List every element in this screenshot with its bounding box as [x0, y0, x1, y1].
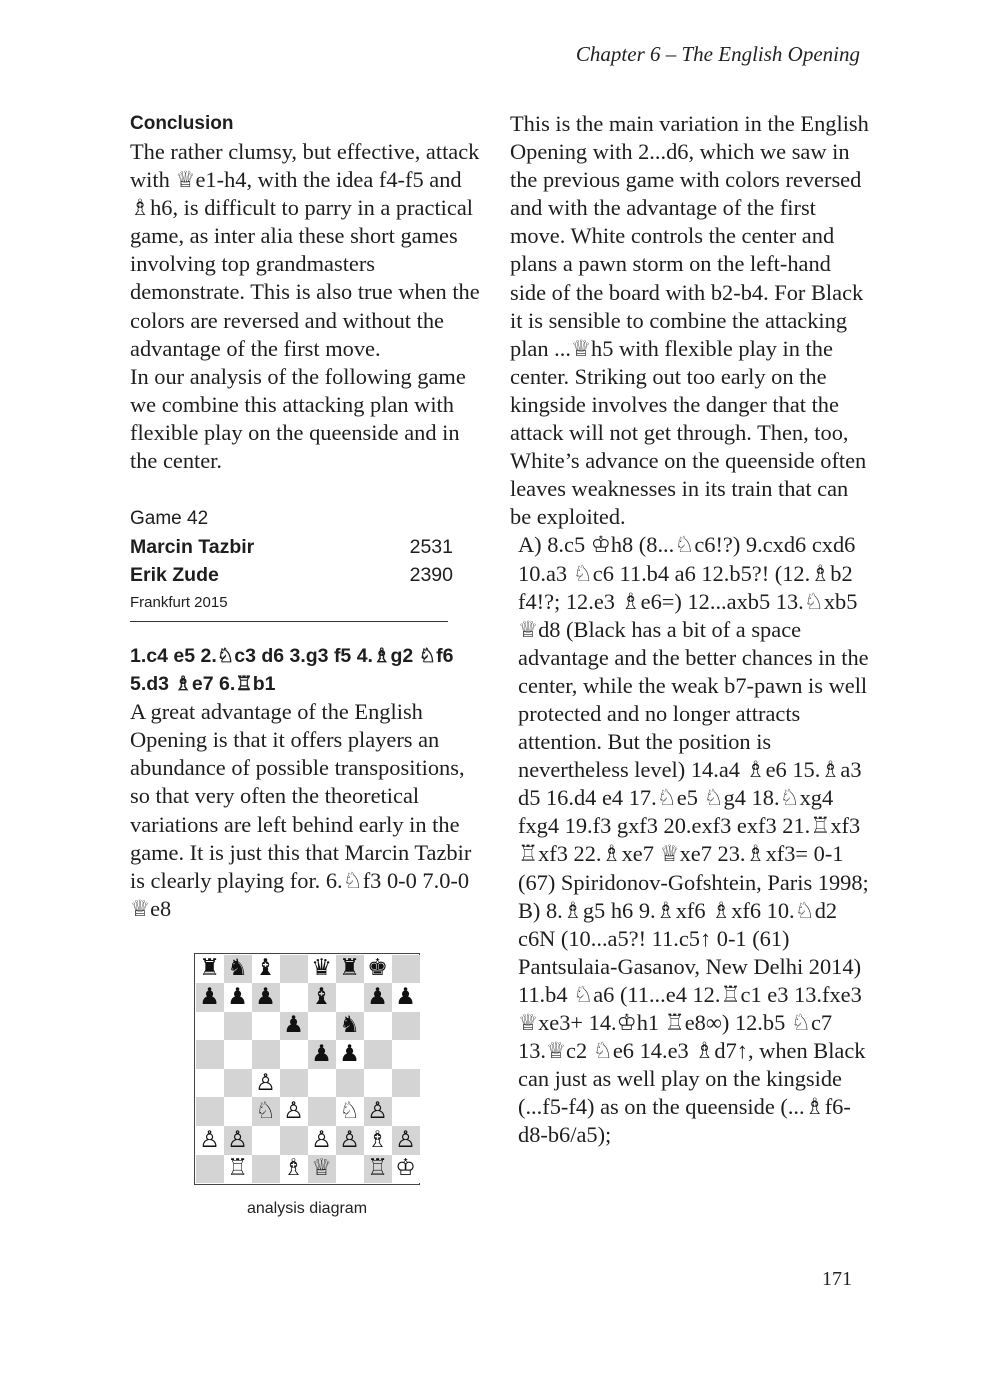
square-e4 — [308, 1069, 336, 1098]
chess-diagram — [194, 953, 420, 1185]
square-g6 — [364, 1012, 392, 1041]
white-player-row — [130, 533, 453, 561]
square-a4 — [196, 1069, 224, 1098]
square-d4 — [280, 1069, 308, 1098]
square-b7: ♟ — [224, 983, 252, 1012]
square-e8: ♛ — [308, 955, 336, 984]
square-g1: ♖ — [364, 1155, 392, 1184]
square-c4: ♙ — [252, 1069, 280, 1098]
square-c5 — [252, 1040, 280, 1069]
line-a-paragraph: A) 8.c5 ♔h8 (8...♘c6!?) 9.cxd6 cxd6 10.a3 ♘c6 11.b4 a6 12.b5?! (12.♗b2 f4!?; 12.e3 ♗e6=) 12...axb5 13.♘xb5 ♕d8 (Black has a bit of a space advantage and the better chances in the center, while the weak b7-pawn is well protected and no longer attracts attention. But the position is nevertheless level) 14.a4 ♗e6 15.♗a3 d5 16.d4 e4 17.♘e5 ♘g4 18.♘xg4 fxg4 19.f3 gxf3 20.exf3 exf3 21.♖xf3 ♖xf3 22.♗xe7 ♕xe7 23.♗xf3= 0-1 (67) Spiridonov-Gofshtein, Paris 1998; — [518, 532, 869, 895]
square-d8 — [280, 955, 308, 984]
square-a5 — [196, 1040, 224, 1069]
square-a1 — [196, 1155, 224, 1184]
square-e3 — [308, 1097, 336, 1126]
square-h4 — [392, 1069, 420, 1098]
square-g2: ♗ — [364, 1126, 392, 1155]
game-header — [130, 505, 490, 622]
main-variation-paragraph: This is the main variation in the English Opening with 2...d6, which we saw in the previous game with colors reversed and with the advantage of the first move. White controls the center and plans a pawn storm on the left-hand side of the board with b2-b4. For Black it is sensible to combine the attacking plan ...♕h5 with flexible play in the center. Striking out too early on the kingside involves the danger that the attack will not get through. Then, too, White’s advance on the queenside often leaves weaknesses in its train that can be exploited. — [510, 111, 869, 530]
square-g4 — [364, 1069, 392, 1098]
square-f2: ♙ — [336, 1126, 364, 1155]
square-c7: ♟ — [252, 983, 280, 1012]
black-player-name: Erik Zude — [130, 564, 219, 587]
square-b6 — [224, 1012, 252, 1041]
square-f7 — [336, 983, 364, 1012]
square-e6 — [308, 1012, 336, 1041]
square-h3 — [392, 1097, 420, 1126]
square-a6 — [196, 1012, 224, 1041]
left-column — [130, 110, 490, 923]
square-c1 — [252, 1155, 280, 1184]
square-c2 — [252, 1126, 280, 1155]
diagram-caption: analysis diagram — [246, 1200, 368, 1217]
square-c6 — [252, 1012, 280, 1041]
square-d1: ♗ — [280, 1155, 308, 1184]
square-d6: ♟ — [280, 1012, 308, 1041]
right-column — [510, 110, 870, 1149]
square-a8: ♜ — [196, 955, 224, 984]
white-player-rating: 2531 — [409, 536, 453, 559]
square-g3: ♙ — [364, 1097, 392, 1126]
square-f3: ♘ — [336, 1097, 364, 1126]
square-d3: ♙ — [280, 1097, 308, 1126]
square-b1: ♖ — [224, 1155, 252, 1184]
square-h6 — [392, 1012, 420, 1041]
square-h7: ♟ — [392, 983, 420, 1012]
square-d5 — [280, 1040, 308, 1069]
square-f8: ♜ — [336, 955, 364, 984]
square-f6: ♞ — [336, 1012, 364, 1041]
square-e2: ♙ — [308, 1126, 336, 1155]
white-player-name: Marcin Tazbir — [130, 536, 255, 559]
square-a3 — [196, 1097, 224, 1126]
game-venue: Frankfurt 2015 — [130, 594, 228, 612]
game-moves: 1.c4 e5 2.♘c3 d6 3.g3 f5 4.♗g2 ♘f6 5.d3 ♗e7 6.♖b1 — [130, 645, 454, 696]
square-f4 — [336, 1069, 364, 1098]
square-g7: ♟ — [364, 983, 392, 1012]
conclusion-heading: Conclusion — [130, 113, 234, 134]
black-player-rating: 2390 — [409, 564, 453, 587]
chess-board — [194, 953, 420, 1185]
square-f5: ♟ — [336, 1040, 364, 1069]
square-a7: ♟ — [196, 983, 224, 1012]
divider — [130, 621, 448, 622]
square-h5 — [392, 1040, 420, 1069]
conclusion-paragraph: The rather clumsy, but effective, attack with ♕e1-h4, with the idea f4-f5 and ♗h6, is difficult to parry in a practical game, as inter alia these short games involving top grandmasters demonstrate. This is also true when the colors are reversed and without the advantage of the first move. — [130, 139, 480, 361]
square-g8: ♚ — [364, 955, 392, 984]
square-b5 — [224, 1040, 252, 1069]
square-h8 — [392, 955, 420, 984]
square-c8: ♝ — [252, 955, 280, 984]
running-head: Chapter 6 – The English Opening — [575, 42, 860, 66]
line-b-paragraph: B) 8.♗g5 h6 9.♗xf6 ♗xf6 10.♘d2 c6N (10...a5?! 11.c5↑ 0-1 (61) Pantsulaia-Gasanov, New Delhi 2014) 11.b4 ♘a6 (11...e4 12.♖c1 e3 13.fxe3 ♕xe3+ 14.♔h1 ♖e8∞) 12.b5 ♘c7 13.♕c2 ♘e6 14.e3 ♗d7↑, when Black can just as well play on the kingside (...f5-f4) as on the queenside (...♗f6-d8-b6/a5); — [518, 897, 866, 1148]
square-b3 — [224, 1097, 252, 1126]
square-d2 — [280, 1126, 308, 1155]
square-b4 — [224, 1069, 252, 1098]
commentary-paragraph: A great advantage of the English Opening is that it offers players an abundance of possible transpositions, so that very often the theoretical variations are left behind early in the game. It is just this that Marcin Tazbir is clearly playing for. 6.♘f3 0-0 7.0-0 ♕e8 — [130, 699, 472, 921]
square-b8: ♞ — [224, 955, 252, 984]
square-h2: ♙ — [392, 1126, 420, 1155]
square-e5: ♟ — [308, 1040, 336, 1069]
page-number: 171 — [822, 1268, 852, 1290]
square-f1 — [336, 1155, 364, 1184]
square-d7 — [280, 983, 308, 1012]
board-grid — [196, 955, 420, 1184]
square-b2: ♙ — [224, 1126, 252, 1155]
square-e7: ♝ — [308, 983, 336, 1012]
black-player-row — [130, 561, 453, 589]
square-h1: ♔ — [392, 1155, 420, 1184]
square-e1: ♕ — [308, 1155, 336, 1184]
square-g5 — [364, 1040, 392, 1069]
square-c3: ♘ — [252, 1097, 280, 1126]
square-a2: ♙ — [196, 1126, 224, 1155]
game-number: Game 42 — [130, 508, 209, 530]
analysis-paragraph: In our analysis of the following game we combine this attacking plan with flexible play on the queenside and in the center. — [130, 363, 466, 474]
